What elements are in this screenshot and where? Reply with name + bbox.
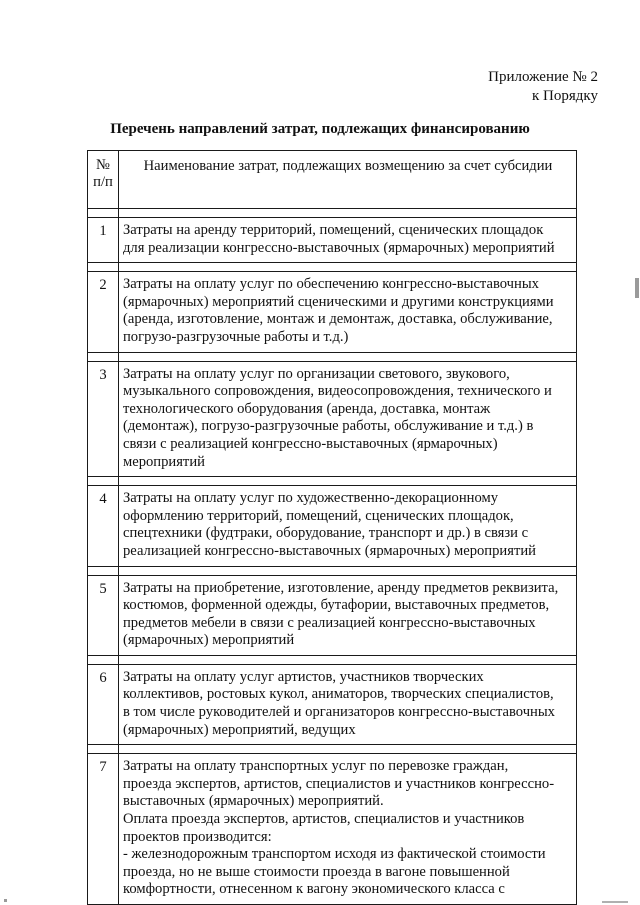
row-number: 2 — [88, 272, 119, 352]
appendix-reference — [488, 68, 598, 106]
row-description-line: проезда экспертов, артистов, специалистов и участников конгрессно- — [123, 775, 555, 792]
table-header-row — [88, 151, 577, 209]
scan-corner-dot — [4, 899, 7, 902]
row-separator-cell — [88, 745, 119, 754]
row-separator — [88, 566, 577, 575]
row-separator — [88, 477, 577, 486]
row-separator-cell — [119, 352, 577, 361]
row-description-line: в том числе руководителей и организаторов конгрессно-выставочных — [123, 704, 555, 721]
row-separator — [88, 263, 577, 272]
row-separator-cell — [119, 655, 577, 664]
row-description-line: (ярмарочных) мероприятий сценическими и другими конструкциями — [123, 293, 554, 310]
column-header-number-abbr: п/п — [93, 174, 113, 190]
row-description-line: (демонтаж), погрузо-разгрузочные работы, обслуживание и т.д.) в — [123, 418, 534, 435]
row-description-line: оформлению территорий, помещений, сценических площадок, — [123, 507, 514, 524]
row-description-line: костюмов, форменной одежды, бутафории, выставочных предметов, — [123, 597, 550, 614]
row-separator-cell — [88, 263, 119, 272]
table-row — [88, 218, 577, 263]
table-row — [88, 486, 577, 566]
scan-corner-dash — [602, 901, 628, 903]
table-row — [88, 754, 577, 905]
row-description-line: выставочных (ярмарочных) мероприятий. — [123, 793, 384, 810]
table-row — [88, 361, 577, 477]
row-description-line: музыкального сопровождения, видеосопровождения, технического и — [123, 383, 552, 400]
row-number: 7 — [88, 754, 119, 905]
row-separator-cell — [119, 209, 577, 218]
row-description-line: Затраты на аренду территорий, помещений, сценических площадок — [123, 222, 544, 238]
row-separator-cell — [88, 209, 119, 218]
row-separator-cell — [119, 566, 577, 575]
row-description-line: комфортности, отнесенном к вагону экономического класса с — [123, 881, 505, 898]
row-separator — [88, 655, 577, 664]
appendix-number: Приложение № 2 — [488, 69, 598, 85]
table-body — [88, 151, 577, 905]
table-row — [88, 272, 577, 352]
column-header-number — [88, 151, 119, 209]
row-description-line: реализацией конгрессно-выставочных (ярмарочных) мероприятий — [123, 542, 536, 559]
row-description-line: погрузо-разгрузочные работы и т.д.) — [123, 328, 349, 345]
row-number: 1 — [88, 218, 119, 263]
row-description — [119, 218, 577, 263]
row-description-line: Затраты на оплату услуг артистов, участников творческих — [123, 668, 484, 685]
row-description-line: коллективов, ростовых кукол, аниматоров, творческих специалистов, — [123, 686, 554, 703]
appendix-to-order: к Порядку — [532, 88, 598, 104]
scan-edge-mark — [635, 278, 639, 298]
row-description-line: для реализации конгрессно-выставочных (ярмарочных) мероприятий — [123, 239, 555, 256]
row-description-line: Затраты на оплату услуг по организации светового, звукового, — [123, 365, 510, 382]
row-separator-cell — [88, 477, 119, 486]
row-description-line: Оплата проезда экспертов, артистов, специалистов и участников — [123, 811, 525, 828]
row-number: 5 — [88, 575, 119, 655]
row-description-line: Затраты на приобретение, изготовление, аренду предметов реквизита, — [123, 579, 559, 596]
row-description-line: (ярмарочных) мероприятий, ведущих — [123, 721, 356, 738]
row-description-line: проезда, но не выше стоимости проезда в вагоне повышенной — [123, 863, 510, 880]
row-description-line: спецтехники (фудтраки, оборудование, транспорт и др.) в связи с — [123, 525, 529, 542]
row-description-line: проектов производится: — [123, 828, 272, 845]
row-description — [119, 486, 577, 566]
row-description — [119, 272, 577, 352]
row-description-line: Затраты на оплату услуг по художественно-декорационному — [123, 490, 499, 507]
row-separator-cell — [88, 655, 119, 664]
row-separator-cell — [88, 566, 119, 575]
row-number: 6 — [88, 664, 119, 744]
row-description-line: Затраты на оплату транспортных услуг по перевозке граждан, — [123, 758, 509, 775]
row-description-line: технологического оборудования (аренда, доставка, монтаж — [123, 400, 491, 417]
row-separator — [88, 745, 577, 754]
column-header-number-sign: № — [96, 157, 110, 173]
row-description — [119, 361, 577, 477]
row-separator — [88, 352, 577, 361]
row-description-line: (ярмарочных) мероприятий — [123, 632, 295, 649]
row-number: 3 — [88, 361, 119, 477]
document-title: Перечень направлений затрат, подлежащих финансированию — [110, 121, 530, 137]
row-description — [119, 754, 577, 905]
row-description-line: - железнодорожным транспортом исходя из фактической стоимости — [123, 846, 546, 863]
row-separator-cell — [119, 745, 577, 754]
row-description-line: (аренда, изготовление, монтаж и демонтаж, доставка, обслуживание, — [123, 311, 553, 328]
row-description-line: связи с реализацией конгрессно-выставочных (ярмарочных) — [123, 435, 498, 452]
row-description-line: предметов мебели в связи с реализацией конгрессно-выставочных — [123, 614, 536, 631]
row-description — [119, 575, 577, 655]
row-number: 4 — [88, 486, 119, 566]
row-description-line: мероприятий — [123, 453, 205, 470]
column-header-name: Наименование затрат, подлежащих возмещению за счет субсидии — [119, 151, 577, 209]
row-separator-cell — [119, 263, 577, 272]
table-row — [88, 575, 577, 655]
table-row — [88, 664, 577, 744]
row-description-line: Затраты на оплату услуг по обеспечению конгрессно-выставочных — [123, 276, 539, 293]
row-separator — [88, 209, 577, 218]
row-separator-cell — [119, 477, 577, 486]
row-description — [119, 664, 577, 744]
row-separator-cell — [88, 352, 119, 361]
cost-directions-table — [87, 150, 577, 905]
